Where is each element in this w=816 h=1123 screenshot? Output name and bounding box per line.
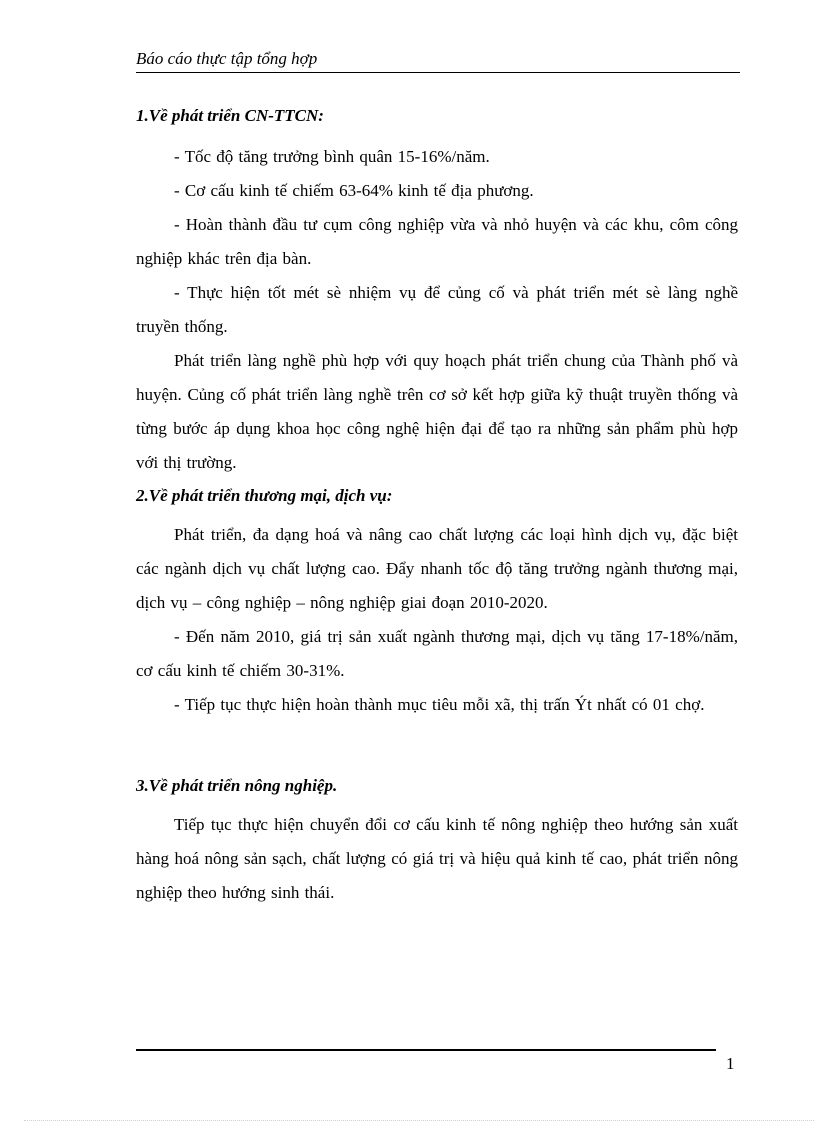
running-header: Báo cáo thực tập tổng hợp [136,48,740,73]
section-heading: 2.Về phát triển thương mại, dịch vụ: [136,486,393,505]
page-edge-divider [24,1120,814,1121]
paragraph: Tiếp tục thực hiện chuyển đổi cơ cấu kinh tế nông nghiệp theo hướng sản xuất hàng hoá nông sản sạch, chất lượng có giá trị và hiệu quả kinh tế cao, phát triển nông nghiệp theo hướng sinh thái. [136,815,738,902]
section-cn-ttcn [136,104,738,480]
section-nong-nghiep [136,774,738,910]
section-heading: 3.Về phát triển nông nghiệp. [136,776,338,795]
footer-divider [136,1049,716,1051]
paragraph: - Cơ cấu kinh tế chiếm 63-64% kinh tế địa phương. [174,181,534,200]
page-content [136,100,738,910]
paragraph: - Tốc độ tăng trưởng bình quân 15-16%/năm. [174,147,490,166]
paragraph: Phát triển, đa dạng hoá và nâng cao chất lượng các loại hình dịch vụ, đặc biệt các ngành dịch vụ chất lượng cao. Đẩy nhanh tốc độ tăng trưởng ngành thương mại, dịch vụ – công nghiệp – nông nghiệp giai đoạn 2010-2020. [136,525,738,612]
page-number: 1 [726,1054,735,1073]
paragraph: - Đến năm 2010, giá trị sản xuất ngành thương mại, dịch vụ tăng 17-18%/năm, cơ cấu kinh tế chiếm 30-31%. [136,627,738,680]
paragraph: - Thực hiện tốt mét sè nhiệm vụ để củng cố và phát triển mét sè làng nghề truyền thống. [136,283,738,336]
paragraph: - Tiếp tục thực hiện hoàn thành mục tiêu mỗi xã, thị trấn Ýt nhất có 01 chợ. [174,695,705,714]
section-heading: 1.Về phát triển CN-TTCN: [136,106,324,125]
paragraph: - Hoàn thành đầu tư cụm công nghiệp vừa và nhỏ huyện và các khu, côm công nghiệp khác trên địa bàn. [136,215,738,268]
paragraph: Phát triển làng nghề phù hợp với quy hoạch phát triển chung của Thành phố và huyện. Củng cố phát triển làng nghề trên cơ sở kết hợp giữa kỹ thuật truyền thống và từng bước áp dụng khoa học công nghệ hiện đại để tạo ra những sản phẩm phù hợp với thị trường. [136,351,738,472]
section-thuong-mai-dich-vu [136,484,738,722]
